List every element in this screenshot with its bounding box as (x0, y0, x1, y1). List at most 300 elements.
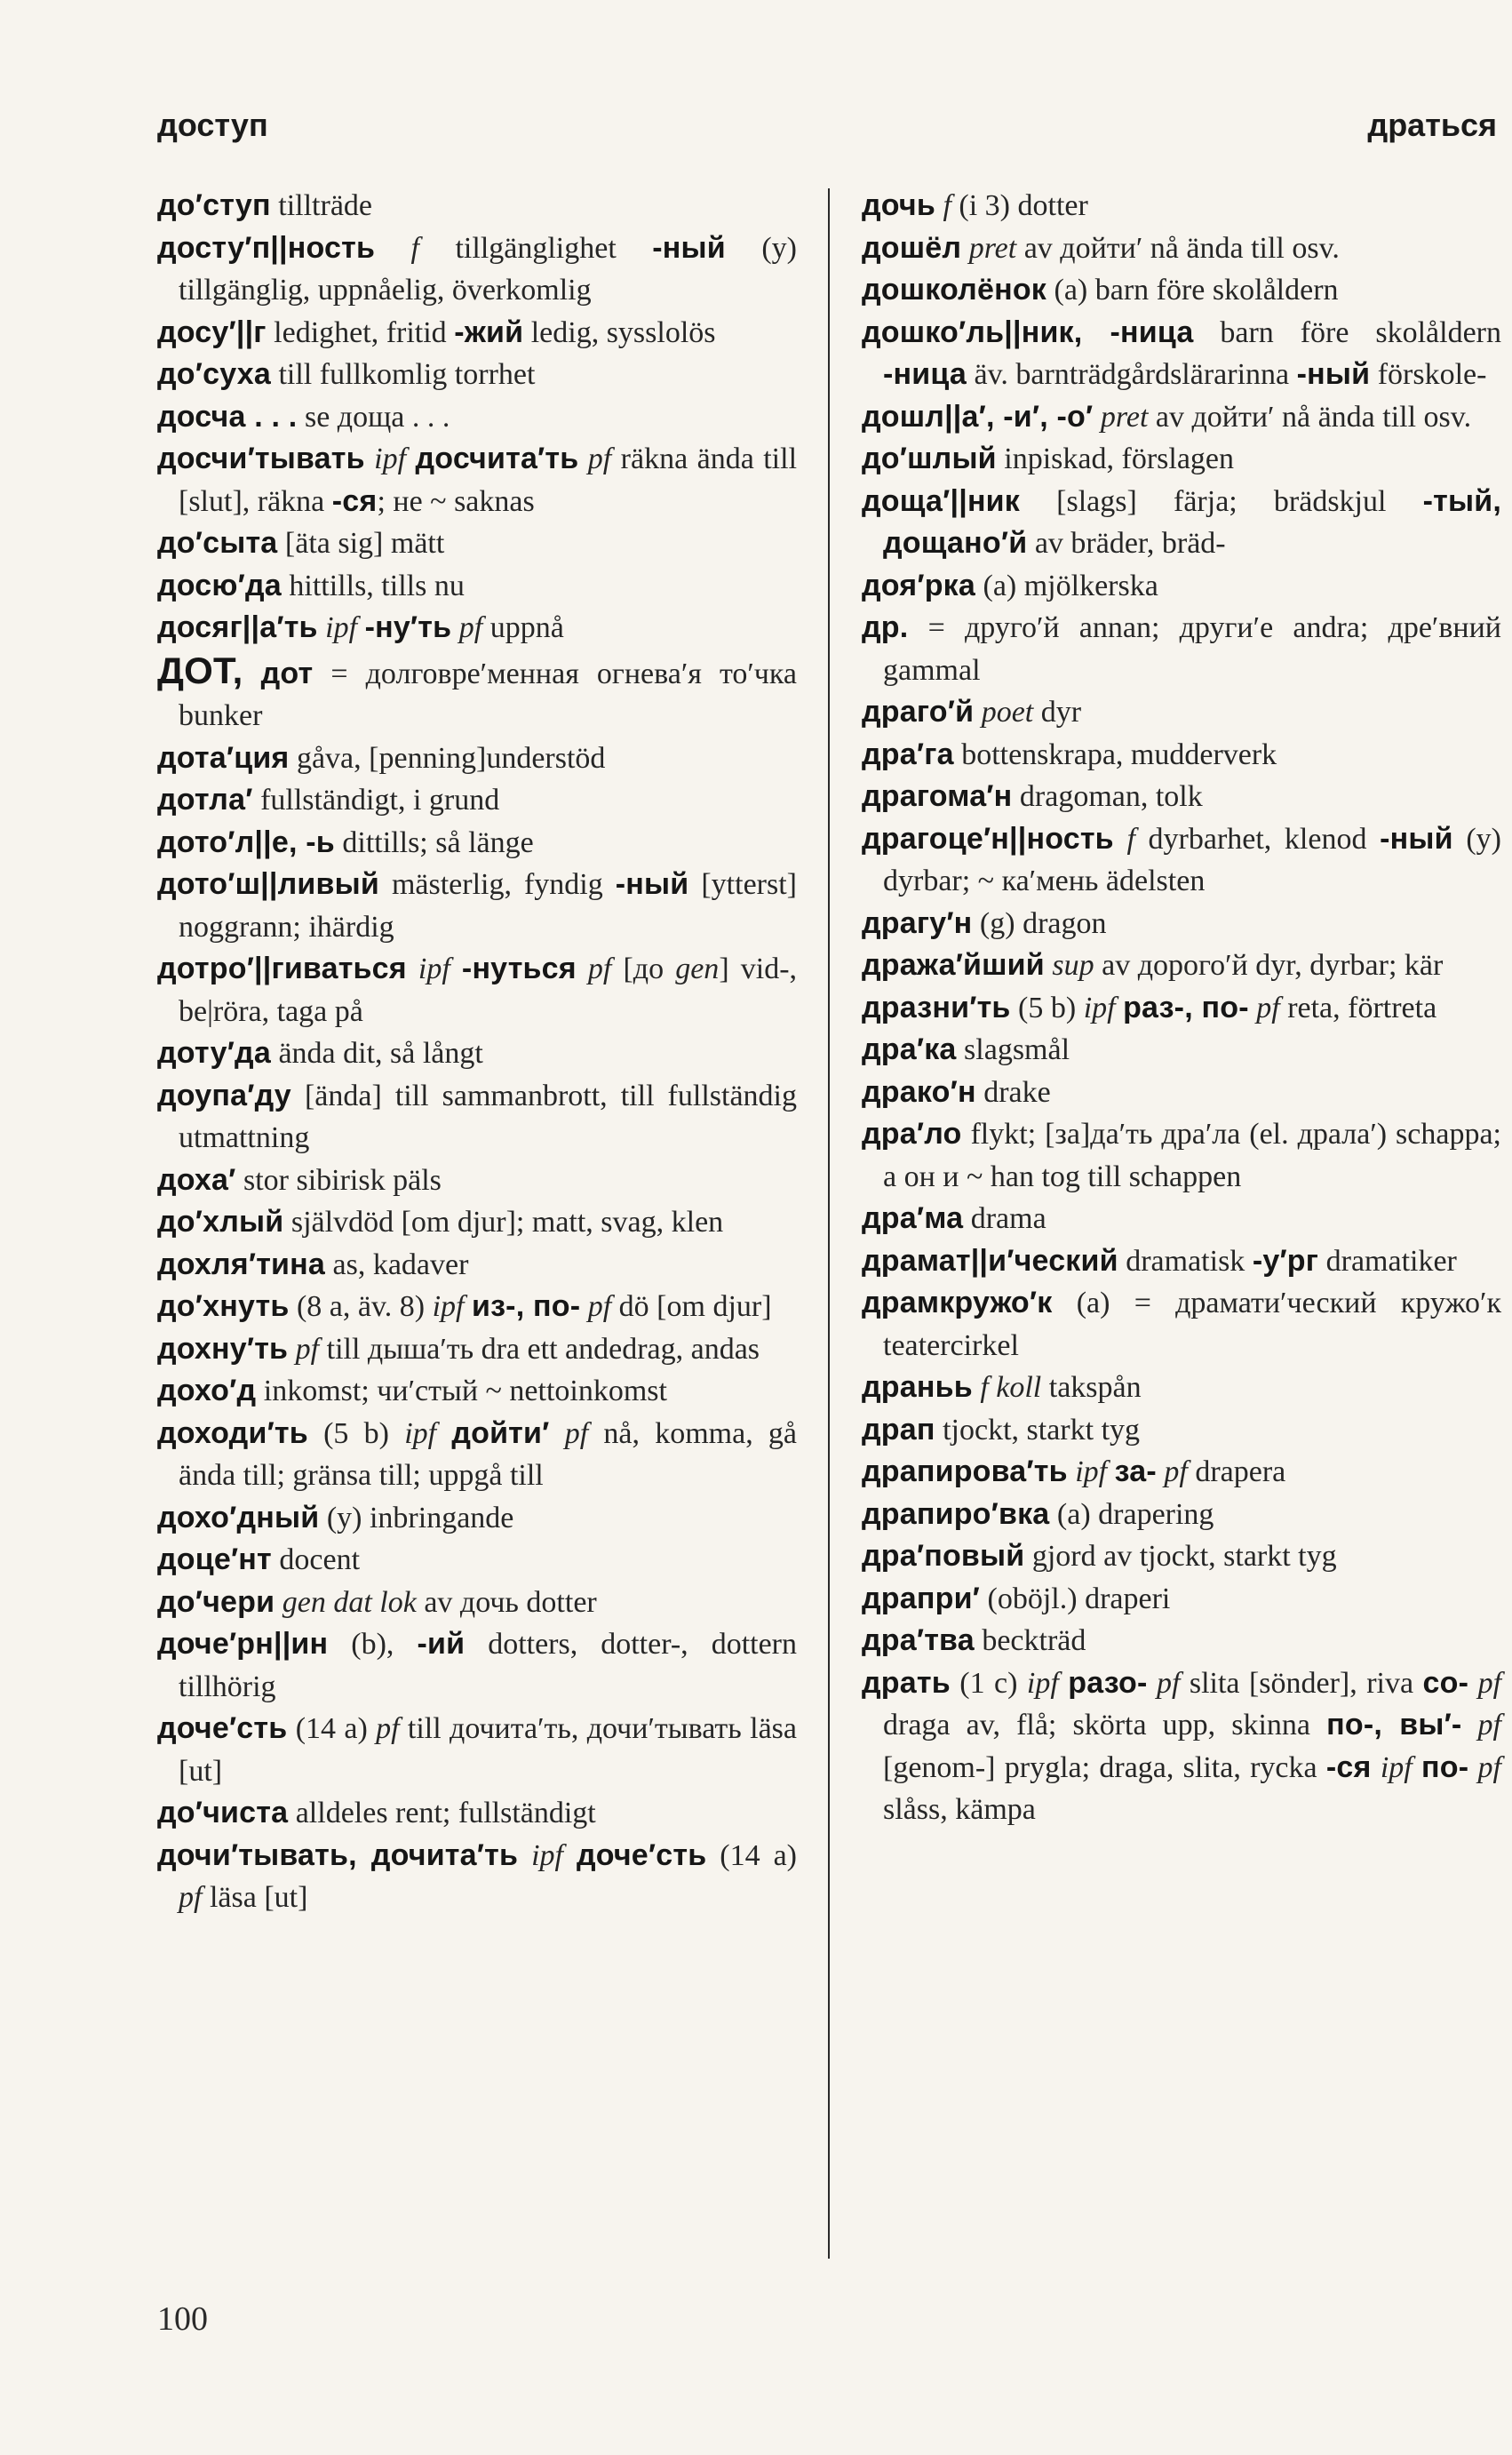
dictionary-entry (862, 776, 1501, 818)
definition-text: tillgänglighet (419, 231, 653, 265)
definition-text (1461, 1709, 1477, 1742)
definition-text: dyr (1033, 696, 1082, 729)
definition-text (365, 442, 374, 475)
headword: по-, вы′- (1326, 1708, 1462, 1742)
headword: драпри′ (862, 1581, 981, 1615)
definition-text (357, 611, 365, 644)
dictionary-entry (157, 1328, 797, 1371)
headword: доце′нт (157, 1542, 272, 1576)
definition-text: takspån (1041, 1371, 1142, 1404)
definition-text (450, 953, 462, 985)
dictionary-entry (862, 734, 1501, 777)
definition-text (1372, 1751, 1381, 1784)
grammar-label: ipf (374, 442, 407, 475)
definition-text: förskole- (1370, 358, 1487, 391)
headword: дочь (862, 188, 935, 222)
headword: драпиро′вка (862, 1496, 1050, 1531)
dictionary-entry (862, 1072, 1501, 1114)
definition-text: [ända] till sammanbrott, till fullständig utmattning (179, 1079, 797, 1154)
headword: др. (862, 610, 909, 644)
definition-text (1068, 1455, 1076, 1488)
headword: до′суха (157, 357, 271, 391)
definition-text: [äta sig] mätt (277, 527, 445, 560)
dictionary-entry (862, 691, 1501, 734)
definition-text: reta, förtreta (1279, 991, 1437, 1024)
definition-text (451, 611, 459, 644)
headword: драмат||и′ческий (862, 1243, 1118, 1278)
dictionary-entry (862, 438, 1501, 481)
grammar-label: pret (1100, 400, 1149, 434)
grammar-label: ipf (432, 1290, 465, 1323)
definition-text: (a) drapering (1049, 1497, 1214, 1531)
definition-text: slagsmål (956, 1033, 1070, 1066)
dictionary-entry (862, 227, 1501, 270)
headword: драп (862, 1412, 935, 1447)
definition-text (1093, 401, 1101, 434)
definition-text (436, 1417, 451, 1450)
grammar-label: pf (587, 442, 612, 475)
definition-text: flykt; [за]да′ть дра′ла (el. драла′) schappa; а он и ~ han tog till schappen (883, 1118, 1501, 1193)
headword: дотро′||гиваться (157, 952, 407, 985)
dictionary-entry (862, 1451, 1501, 1494)
definition-text: (a) barn före skolåldern (1046, 274, 1339, 307)
headword: -ий (417, 1627, 466, 1661)
definition-text: självdöd [om djur]; matt, svag, klen (283, 1206, 724, 1239)
dictionary-entry (157, 650, 797, 737)
dictionary-entry (862, 565, 1501, 608)
definition-text: barn före skolåldern (1193, 315, 1501, 349)
definition-text (243, 658, 261, 690)
headword: дошколёнок (862, 273, 1047, 307)
dictionary-entry (862, 185, 1501, 227)
dictionary-entry (862, 1409, 1501, 1452)
column-divider (828, 188, 830, 2259)
dictionary-entry (862, 269, 1501, 312)
headword: драго′й (862, 695, 975, 729)
definition-text: ] vid-, be|röra, taga på (179, 953, 798, 1028)
dictionary-entry (862, 1662, 1501, 1831)
grammar-label: pf (1477, 1750, 1501, 1784)
definition-text: [slags] färja; brädskjul (1020, 484, 1423, 518)
grammar-label: pf (1477, 1666, 1502, 1700)
definition-text: se доща . . . (297, 400, 450, 434)
definition-text: slita [sönder], riva (1180, 1666, 1423, 1700)
definition-text: (8 a, äv. 8) (289, 1290, 433, 1323)
definition-text (1468, 1667, 1477, 1700)
definition-text: dö [om djur] (611, 1290, 772, 1323)
dictionary-entry (157, 607, 797, 650)
definition-text: ända dit, så långt (270, 1037, 483, 1070)
definition-text: tjockt, starkt tyg (935, 1413, 1141, 1447)
grammar-label: pf (564, 1416, 589, 1450)
definition-text: (14 a) (706, 1838, 798, 1872)
definition-text: (14 a) (287, 1712, 377, 1745)
dictionary-entry (157, 522, 797, 565)
headword: драпирова′ть (862, 1455, 1068, 1488)
definition-text: av дойти′ nå ända till osv. (1016, 231, 1340, 265)
headword: драть (862, 1665, 951, 1700)
dictionary-entry (157, 948, 797, 1032)
definition-text (1468, 1751, 1477, 1784)
headword: ДОТ, (157, 649, 243, 691)
definition-text: dittills; så länge (334, 825, 534, 859)
grammar-label: pf (295, 1332, 320, 1366)
grammar-label: sup (1052, 949, 1094, 982)
guide-word-right: драться (1367, 107, 1497, 143)
definition-text: till дыша′ть dra ett andedrag, andas (319, 1332, 760, 1366)
headword: -ный (1296, 357, 1371, 391)
headword: -тый, дощано′й (883, 483, 1501, 560)
dictionary-entry (862, 1240, 1501, 1283)
grammar-label: pf (1164, 1455, 1188, 1488)
definition-text: mästerlig, fyndig (378, 868, 616, 901)
headword: дот (260, 656, 314, 690)
definition-text: stor sibirisk päls (235, 1163, 442, 1197)
definition-text: (oböjl.) draperi (980, 1582, 1171, 1615)
dictionary-entry (862, 1113, 1501, 1198)
grammar-label: f (943, 189, 951, 222)
definition-text: (y) inbringande (319, 1501, 514, 1534)
headword: за- (1114, 1455, 1157, 1488)
grammar-label: pf (1156, 1666, 1181, 1700)
dictionary-entry (157, 822, 797, 865)
dictionary-entry (157, 1160, 797, 1202)
definition-text: dotters, dotter-, dottern tillhörig (179, 1628, 797, 1703)
grammar-label: pf (1256, 991, 1280, 1024)
definition-text (318, 611, 326, 644)
dictionary-entry (862, 903, 1501, 945)
grammar-label: f koll (980, 1371, 1042, 1404)
definition-text: dyrbarhet, klenod (1134, 822, 1381, 856)
headword: драгоце′н||ность (862, 821, 1114, 856)
headword: дота′ция (157, 740, 290, 775)
headword: доща′||ник (862, 483, 1020, 518)
definition-text: till дочита′ть, дочи′тывать läsa [ut] (179, 1712, 797, 1788)
dictionary-entry (862, 1494, 1501, 1536)
definition-text (1249, 992, 1257, 1024)
dictionary-entry (862, 481, 1501, 565)
headword: досчита′ть (415, 442, 579, 475)
dictionary-entry (157, 1582, 797, 1624)
dictionary-entry (862, 396, 1501, 439)
headword: до′сыта (157, 526, 278, 560)
dictionary-entry (157, 1413, 797, 1497)
grammar-label: pf (587, 1290, 612, 1323)
headword: -ный (1380, 821, 1453, 856)
definition-text (1059, 1667, 1068, 1700)
definition-text: bottenskrapa, mudderverk (953, 737, 1277, 771)
definition-text: av дойти′ nå ända till osv. (1148, 400, 1472, 434)
grammar-label: ipf (418, 953, 450, 985)
definition-text (580, 1290, 588, 1323)
dictionary-entry (157, 1370, 797, 1413)
headword: до′чиста (157, 1796, 289, 1829)
definition-text (1116, 992, 1124, 1024)
headword: доче′рн||ин (157, 1627, 329, 1661)
definition-text: (y) tillgänglig, uppnåelig, överkomlig (179, 231, 797, 307)
headword: досю′да (157, 568, 282, 602)
dictionary-entry (862, 1620, 1501, 1662)
definition-text (1148, 1667, 1157, 1700)
dictionary-entry (157, 779, 797, 822)
dictionary-entry (862, 945, 1501, 987)
definition-text: till fullkomlig torrhet (270, 358, 536, 391)
dictionary-entry (157, 1623, 797, 1708)
right-column (862, 185, 1501, 1831)
dictionary-entry (157, 737, 797, 780)
guide-word-left: доступ (157, 107, 268, 143)
definition-text: dramatisk (1118, 1244, 1253, 1278)
definition-text: (5 b) (307, 1416, 405, 1450)
definition-text (1114, 823, 1127, 856)
headword: дохо′д (157, 1374, 257, 1407)
headword: до′хнуть (157, 1289, 290, 1323)
headword: до′ступ (157, 188, 271, 222)
headword: -ный (652, 230, 726, 265)
grammar-label: gen dat lok (282, 1585, 417, 1619)
page-number: 100 (157, 2300, 208, 2338)
definition-text: (y) dyrbar; ~ ка′мень ädelsten (883, 822, 1501, 897)
definition-text: alldeles rent; fullständigt (288, 1797, 596, 1829)
definition-text (1107, 1455, 1115, 1488)
definition-text: av дорого′й dyr, dyrbar; kär (1094, 949, 1444, 982)
definition-text: draga av, flå; skörta upp, skinna (883, 1709, 1327, 1742)
headword: досяг||а′ть (157, 610, 318, 644)
headword: дохо′дный (157, 1500, 320, 1534)
grammar-label: pf (179, 1881, 203, 1914)
definition-text (275, 1586, 283, 1619)
headword: до′чери (157, 1584, 275, 1619)
dictionary-entry (862, 1029, 1501, 1072)
dictionary-entry (862, 1578, 1501, 1621)
definition-text: (a) mjölkerska (975, 569, 1158, 602)
headword: -ся (331, 483, 378, 518)
headword: дра′ка (862, 1032, 957, 1066)
grammar-label: ipf (531, 1838, 563, 1872)
definition-text: dragoman, tolk (1012, 780, 1203, 813)
dictionary-entry (862, 1367, 1501, 1409)
definition-text: inkomst; чи′стый ~ nettoinkomst (256, 1375, 667, 1407)
grammar-label: pf (1477, 1709, 1501, 1742)
dictionary-entry (157, 227, 797, 312)
grammar-label: poet (981, 696, 1034, 729)
definition-text (1413, 1751, 1421, 1784)
definition-text: av дочь dotter (416, 1585, 597, 1619)
definition-text (563, 1839, 577, 1872)
definition-text: (1 c) (950, 1666, 1027, 1700)
definition-text: = друго′й annan; други′е andra; дре′вний gammal (883, 611, 1501, 687)
headword: дочи′тывать, дочита′ть (157, 1837, 519, 1872)
headword: дохля′тина (157, 1247, 325, 1281)
grammar-label: ipf (1075, 1455, 1108, 1488)
dictionary-entry (862, 818, 1501, 903)
headword: досту′п||ность (157, 230, 376, 265)
headword: дотла′ (157, 783, 253, 817)
dictionary-entry (157, 354, 797, 396)
headword: до′шлый (862, 442, 997, 475)
headword: досчи′тывать (157, 442, 365, 475)
grammar-label: pret (968, 231, 1017, 265)
dictionary-entry (157, 1075, 797, 1160)
definition-text: docent (271, 1543, 361, 1576)
headword: -ный (615, 867, 689, 901)
grammar-label: gen (675, 953, 720, 985)
headword: из-, по- (471, 1289, 581, 1323)
definition-text: uppnå (482, 611, 564, 644)
dictionary-entry (862, 1198, 1501, 1240)
headword: дра′тва (862, 1623, 975, 1657)
definition-text (577, 953, 588, 985)
headword: разо- (1068, 1665, 1148, 1700)
dictionary-entry (862, 312, 1501, 396)
headword: досу′||г (157, 315, 267, 349)
definition-text: fullständigt, i grund (252, 784, 500, 817)
definition-text: räkna ända till [slut], räkna (179, 442, 798, 518)
definition-text: [до (611, 953, 676, 985)
definition-text: [ytterst] noggrann; ihärdig (179, 868, 797, 944)
definition-text (288, 1333, 296, 1366)
dictionary-entry (157, 396, 797, 439)
definition-text (578, 442, 587, 475)
definition-text: beckträd (974, 1624, 1086, 1657)
headword: дра′ма (862, 1201, 964, 1235)
dictionary-entry (157, 185, 797, 227)
headword: до′хлый (157, 1205, 284, 1239)
headword: -нуться (461, 952, 577, 985)
definition-text (407, 953, 418, 985)
dictionary-entry (157, 1792, 797, 1835)
definition-text: drapera (1187, 1455, 1286, 1488)
definition-text: (g) dragon (972, 906, 1107, 940)
headword: раз-, по- (1123, 990, 1249, 1024)
dictionary-entry (157, 864, 797, 948)
grammar-label: ipf (404, 1416, 437, 1450)
definition-text: gjord av tjockt, starkt tyg (1024, 1540, 1337, 1573)
headword: доя′рка (862, 568, 975, 602)
dictionary-entry (157, 1201, 797, 1244)
headword: -ница (883, 357, 967, 391)
definition-text: ; не ~ saknas (377, 484, 535, 518)
dictionary-entry (157, 1539, 797, 1582)
dictionary-entry (157, 1497, 797, 1540)
grammar-label: ipf (325, 611, 358, 644)
headword: доче′сть (157, 1711, 288, 1745)
definition-text (549, 1417, 564, 1450)
headword: драгу′н (862, 905, 973, 940)
headword: дража′йший (862, 948, 1045, 982)
headword: дошёл (862, 230, 962, 265)
dictionary-entry (157, 1244, 797, 1287)
definition-text (464, 1290, 472, 1323)
headword: по- (1421, 1750, 1469, 1784)
headword: дошко′ль||ник, -ница (862, 315, 1194, 349)
grammar-label: pf (376, 1712, 400, 1745)
headword: дохну′ть (157, 1331, 289, 1366)
headword: драгома′н (862, 779, 1013, 813)
dictionary-entry (157, 312, 797, 355)
definition-text: nå, komma, gå ända till; gränsa till; uppgå till (179, 1416, 798, 1492)
headword: досча . . . (157, 399, 298, 434)
dictionary-entry (862, 987, 1501, 1030)
definition-text: ledig, sysslolös (523, 315, 716, 349)
headword: доче′сть (576, 1837, 707, 1872)
headword: доупа′ду (157, 1078, 291, 1112)
dictionary-entry (862, 1282, 1501, 1367)
headword: -у′рг (1252, 1243, 1319, 1278)
headword: дойти′ (451, 1415, 550, 1450)
grammar-label: ipf (1083, 991, 1116, 1024)
definition-text: hittills, tills nu (281, 569, 465, 602)
grammar-label: ipf (1026, 1666, 1059, 1700)
grammar-label: pf (458, 611, 483, 644)
headword: дото′ш||ливый (157, 867, 379, 901)
headword: драко′н (862, 1074, 976, 1109)
headword: со- (1422, 1665, 1469, 1700)
dictionary-entry (862, 1535, 1501, 1578)
grammar-label: pf (587, 953, 612, 985)
definition-text: gåva, [penning]understöd (289, 741, 606, 775)
definition-text (974, 696, 982, 729)
dictionary-entry (157, 1286, 797, 1328)
headword: дра′ло (862, 1117, 962, 1151)
definition-text: inpiskad, förslagen (996, 442, 1234, 475)
dictionary-entry (157, 1032, 797, 1075)
definition-text: av bräder, bräd- (1027, 527, 1226, 560)
headword: доха′ (157, 1162, 236, 1197)
definition-text: slåss, kämpa (883, 1793, 1036, 1826)
definition-text (375, 232, 410, 265)
definition-text: tillträde (270, 189, 373, 222)
definition-text (518, 1839, 531, 1872)
definition-text: (5 b) (1010, 991, 1084, 1024)
headword: -жий (454, 315, 524, 349)
definition-text: drake (975, 1075, 1051, 1109)
headword: -ну′ть (364, 610, 452, 644)
headword: -ся (1325, 1750, 1372, 1784)
definition-text (406, 442, 415, 475)
dictionary-entry (157, 1835, 797, 1919)
dictionary-entry (157, 438, 797, 522)
grammar-label: f (410, 231, 419, 265)
definition-text: = долговре′менная огнева′я то′чка bunker (179, 657, 798, 732)
definition-text: drama (963, 1202, 1046, 1235)
headword: дра′га (862, 737, 954, 771)
headword: драньь (862, 1370, 973, 1404)
grammar-label: f (1126, 822, 1135, 856)
headword: драмкружо′к (862, 1286, 1053, 1319)
headword: доходи′ть (157, 1415, 308, 1450)
headword: дошл||а′, -и′, -о′ (862, 399, 1094, 434)
definition-text: (b), (328, 1628, 418, 1661)
definition-text: ledighet, fritid (266, 315, 455, 349)
definition-text: [genom-] prygla; draga, slita, rycka (883, 1750, 1326, 1784)
definition-text: läsa [ut] (202, 1881, 308, 1914)
grammar-label: ipf (1380, 1750, 1413, 1784)
dictionary-entry (157, 565, 797, 608)
definition-text: (i 3) dotter (951, 189, 1088, 222)
definition-text: dramatiker (1318, 1244, 1457, 1278)
definition-text: (a) = драмати′ческий кружо′к teatercirkel (883, 1287, 1501, 1362)
dictionary-entry (862, 607, 1501, 691)
definition-text (961, 232, 969, 265)
definition-text: äv. barnträdgårdslärarinna (967, 358, 1297, 391)
headword: доту′да (157, 1036, 271, 1070)
headword: дра′повый (862, 1539, 1025, 1573)
headword: дото′л||е, -ь (157, 825, 335, 859)
dictionary-entry (157, 1708, 797, 1792)
definition-text: as, kadaver (325, 1247, 469, 1281)
left-column (157, 185, 797, 1919)
